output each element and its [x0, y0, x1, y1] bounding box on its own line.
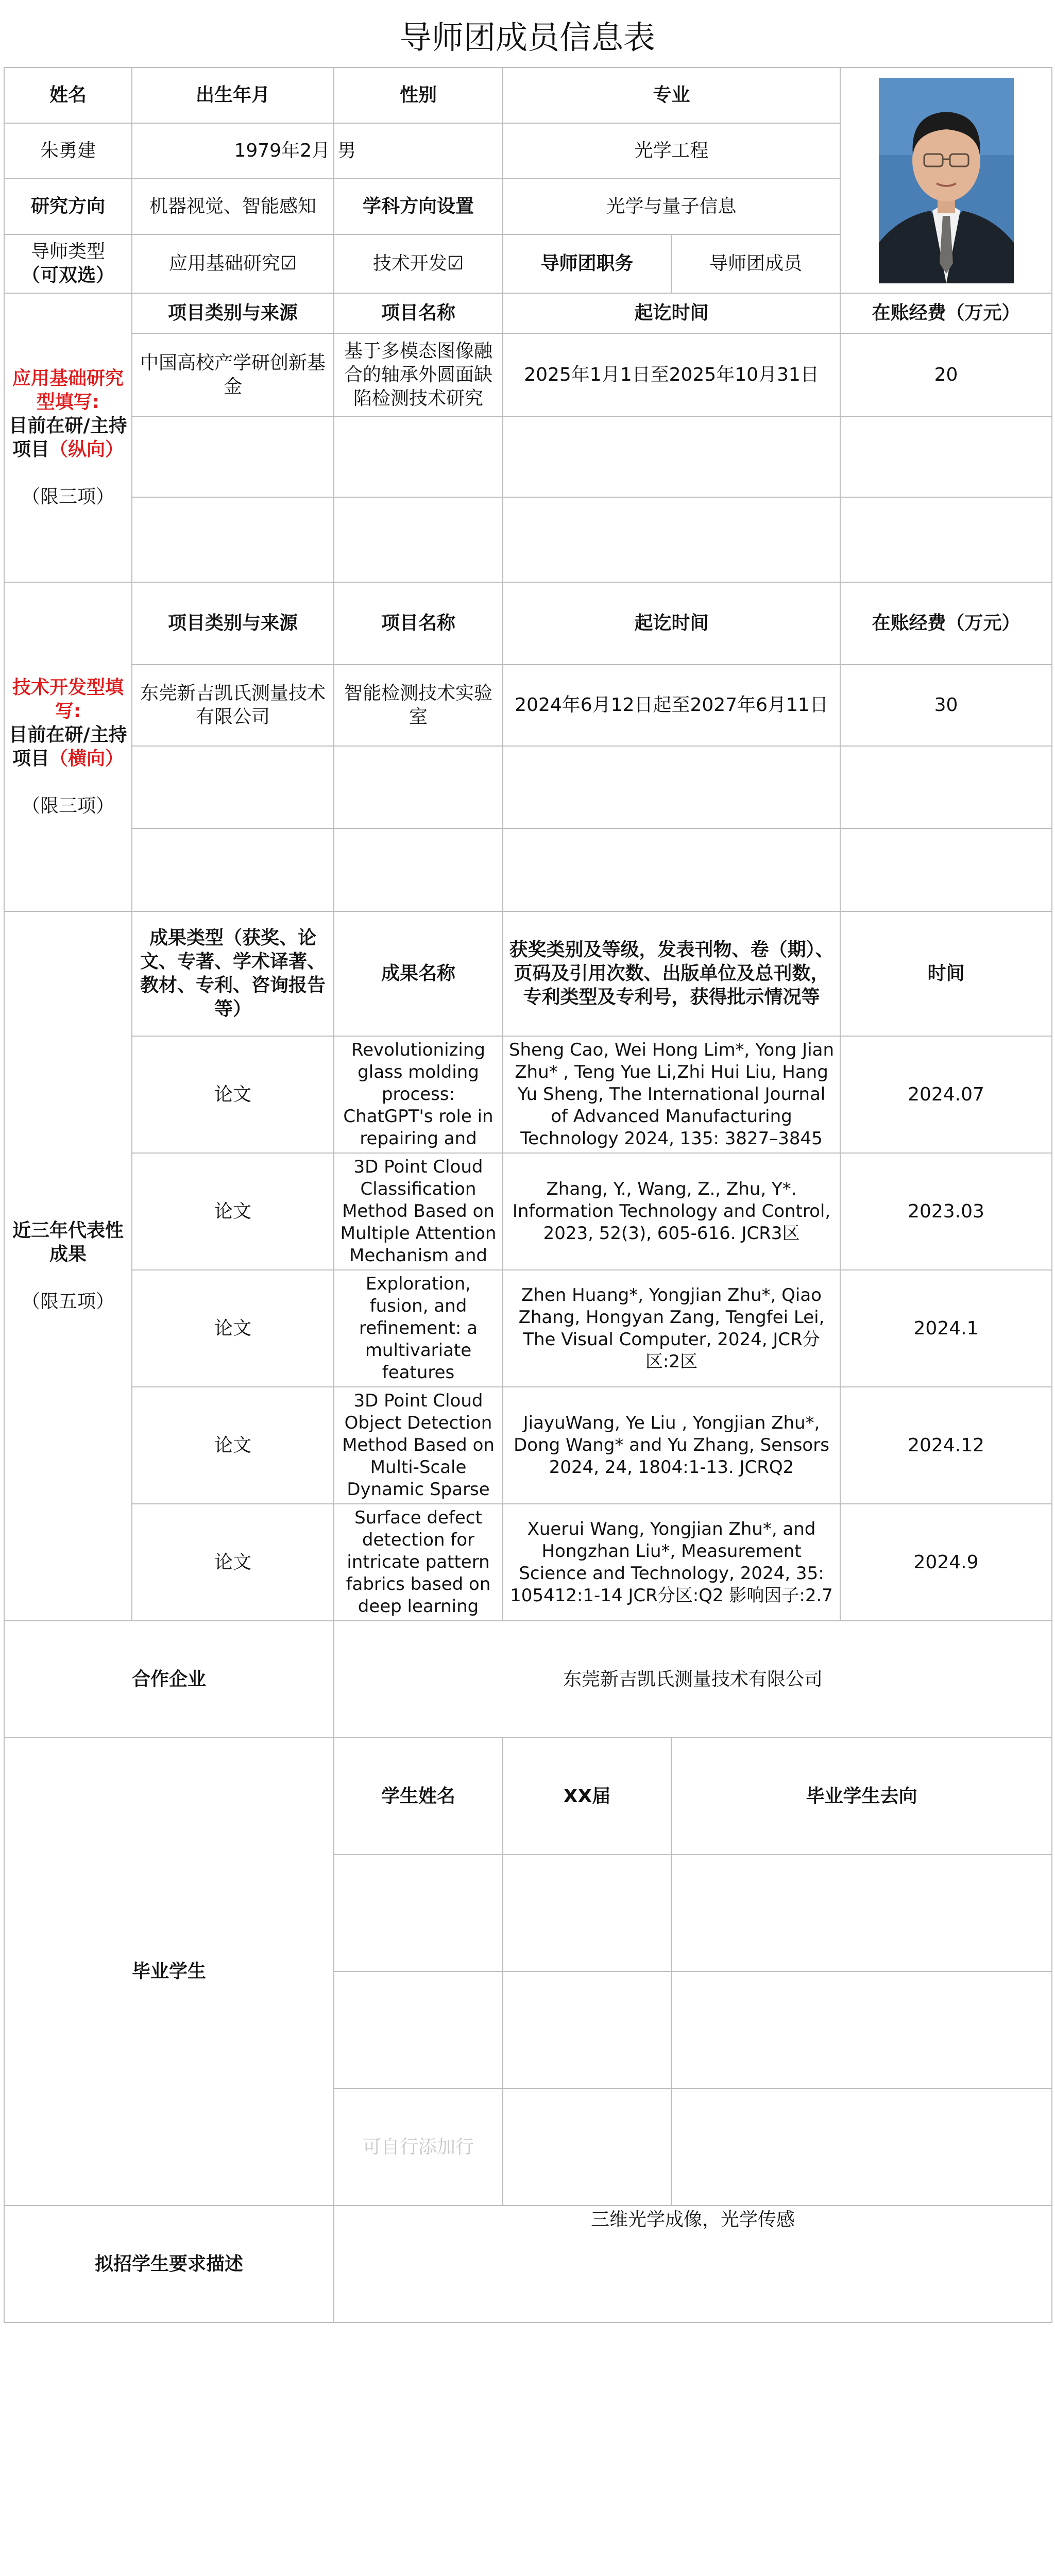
tech-label-paren: （横向） — [49, 748, 124, 769]
ach-name: Revolutionizing glass molding process: ChatGPT's role in repairing and — [343, 1040, 494, 1149]
ach-detail: Zhen Huang*, Yongjian Zhu*, Qiao Zhang, Hongyan Zang, Tengfei Lei, The Visual Computer, 2024, JCR分区:2区 — [518, 1284, 825, 1372]
achievements-label — [4, 911, 132, 1621]
discipline-value: 光学与量子信息 — [503, 179, 840, 234]
recruit-label: 拟招学生要求描述 — [4, 2206, 334, 2323]
research-label: 研究方向 — [4, 179, 132, 234]
ach-detail-cell — [503, 1153, 840, 1270]
ach-detail-cell — [503, 1036, 840, 1153]
major-header: 专业 — [503, 67, 840, 123]
ach-type: 论文 — [132, 1036, 334, 1153]
ach-type: 论文 — [132, 1270, 334, 1387]
ach-detail-cell — [503, 1270, 840, 1387]
recruit-row — [4, 2206, 1052, 2323]
ach-name: Surface defect detection for intricate pattern fabrics based on deep learning — [346, 1507, 491, 1617]
ach-name-cell — [334, 1504, 503, 1621]
ach-time: 2024.9 — [840, 1504, 1052, 1621]
graduates-label: 毕业学生 — [4, 1738, 334, 2206]
major-value: 光学工程 — [503, 123, 840, 179]
ach-time: 2024.07 — [840, 1036, 1052, 1153]
basic-row-period: 2025年1月1日至2025年10月31日 — [503, 333, 840, 416]
achievement-row — [4, 1387, 1052, 1504]
ach-h-type: 成果类型（获奖、论文、专著、学术译著、教材、专利、咨询报告等） — [132, 911, 334, 1036]
research-value: 机器视觉、智能感知 — [132, 179, 334, 234]
basic-projects-label — [4, 293, 132, 582]
grad-h-class: XX届 — [503, 1738, 671, 1855]
tech-limit: （限三项） — [21, 795, 114, 817]
basic-empty-row — [4, 416, 1052, 497]
tutor-type-opt2: 技术开发☑ — [334, 234, 503, 293]
achievements-header-row — [4, 911, 1052, 1036]
grad-h-name: 学生姓名 — [334, 1738, 503, 1855]
achievement-row — [4, 1504, 1052, 1621]
ach-h-name: 成果名称 — [334, 911, 503, 1036]
name-value: 朱勇建 — [4, 123, 132, 179]
ach-name: Exploration, fusion, and refinement: a multivariate features — [359, 1274, 478, 1383]
basic-limit: （限三项） — [21, 486, 114, 507]
tech-label-red: 技术开发型填写: — [12, 676, 124, 722]
ach-detail: Xuerui Wang, Yongjian Zhu*, and Hongzhan Liu*, Measurement Science and Technology, 2024, 35: 105412:1-14 JCR分区:Q2 影响因子:2.7 — [510, 1518, 833, 1606]
ach-time: 2024.1 — [840, 1270, 1052, 1387]
tech-empty-row — [4, 828, 1052, 911]
achievement-row — [4, 1153, 1052, 1270]
ach-name: 3D Point Cloud Object Detection Method Based on Multi-Scale Dynamic Sparse — [342, 1391, 495, 1500]
page-title: 导师团成员信息表 — [399, 19, 655, 56]
tech-projects-label — [4, 582, 132, 911]
basic-label-red: 应用基础研究型填写: — [12, 367, 124, 413]
discipline-label: 学科方向设置 — [334, 179, 503, 234]
birth-value: 1979年2月 — [132, 123, 334, 179]
ach-h-detail: 获奖类别及等级，发表刊物、卷（期）、页码及引用次数、出版单位及总刊数，专利类型及专利号，获得批示情况等 — [503, 911, 840, 1036]
recruit-value — [334, 2206, 1052, 2323]
portrait-photo — [879, 78, 1014, 283]
basic-row-name: 基于多模态图像融合的轴承外圆面缺陷检测技术研究 — [334, 333, 503, 416]
tech-h-name: 项目名称 — [334, 582, 503, 665]
graduates-header-row — [4, 1738, 1052, 1855]
achievements-limit: （限五项） — [21, 1291, 114, 1312]
ach-detail-cell — [503, 1387, 840, 1504]
header-row — [4, 67, 1052, 123]
achievements-label-text: 近三年代表性成果 — [12, 1219, 124, 1265]
basic-label-paren: （纵向） — [49, 438, 124, 460]
recruit-value-text: 三维光学成像，光学传感 — [591, 2209, 795, 2230]
partner-value: 东莞新吉凯氏测量技术有限公司 — [334, 1621, 1052, 1738]
ach-name-cell — [334, 1270, 503, 1387]
basic-h-name: 项目名称 — [334, 293, 503, 333]
gender-header: 性别 — [334, 67, 503, 123]
tutor-role-label: 导师团职务 — [503, 234, 671, 293]
basic-projects-header-row — [4, 293, 1052, 333]
tech-row-name: 智能检测技术实验室 — [334, 665, 503, 746]
partner-row — [4, 1621, 1052, 1738]
photo-cell — [840, 67, 1052, 293]
name-header: 姓名 — [4, 67, 132, 123]
ach-type: 论文 — [132, 1504, 334, 1621]
ach-detail: Zhang, Y., Wang, Z., Zhu, Y*. Information Technology and Control, 2023, 52(3), 605-616. JCR3区 — [512, 1179, 831, 1244]
partner-label: 合作企业 — [4, 1621, 334, 1738]
achievement-row — [4, 1036, 1052, 1153]
basic-empty-row — [4, 497, 1052, 582]
gender-value: 男 — [334, 123, 503, 179]
tutor-role-value: 导师团成员 — [671, 234, 840, 293]
ach-name-cell — [334, 1387, 503, 1504]
tech-h-source: 项目类别与来源 — [132, 582, 334, 665]
basic-h-period: 起讫时间 — [503, 293, 840, 333]
ach-detail: Sheng Cao, Wei Hong Lim*, Yong Jian Zhu* , Teng Yue Li,Zhi Hui Liu, Hang Yu Sheng, The International Journal of Advanced Manufacturing Technology 2024, 135: 3827–3845 — [508, 1040, 835, 1149]
tech-row-period: 2024年6月12日起至2027年6月11日 — [503, 665, 840, 746]
tech-project-row — [4, 665, 1052, 746]
tech-projects-header-row — [4, 582, 1052, 665]
ach-time: 2024.12 — [840, 1387, 1052, 1504]
ach-detail-cell — [503, 1504, 840, 1621]
tutor-type-label-text: 导师类型 — [30, 241, 105, 262]
tech-h-period: 起讫时间 — [503, 582, 840, 665]
tech-label-black: 目前在研/主持项目 — [9, 724, 127, 769]
tech-empty-row — [4, 746, 1052, 828]
info-table — [4, 67, 1052, 2323]
grad-h-dest: 毕业学生去向 — [671, 1738, 1052, 1855]
ach-type: 论文 — [132, 1153, 334, 1270]
basic-row-source: 中国高校产学研创新基金 — [132, 333, 334, 416]
basic-label-black: 目前在研/主持项目 — [9, 415, 127, 460]
achievement-row — [4, 1270, 1052, 1387]
add-row-hint[interactable]: 可自行添加行 — [334, 2089, 503, 2206]
tech-h-funds: 在账经费（万元） — [840, 582, 1052, 665]
ach-name: 3D Point Cloud Classification Method Based on Multiple Attention Mechanism and — [340, 1157, 497, 1266]
ach-h-time: 时间 — [840, 911, 1052, 1036]
ach-type: 论文 — [132, 1387, 334, 1504]
tutor-type-sub: （可双选） — [21, 265, 114, 286]
ach-detail: JiayuWang, Ye Liu , Yongjian Zhu*, Dong Wang* and Yu Zhang, Sensors 2024, 24, 1804:1-13. JCRQ2 — [514, 1413, 829, 1478]
ach-name-cell — [334, 1036, 503, 1153]
basic-h-funds: 在账经费（万元） — [840, 293, 1052, 333]
ach-name-cell — [334, 1153, 503, 1270]
basic-project-row — [4, 333, 1052, 416]
tutor-type-opt1: 应用基础研究☑ — [132, 234, 334, 293]
tutor-type-label — [4, 234, 132, 293]
tech-row-funds: 30 — [840, 665, 1052, 746]
tech-row-source: 东莞新吉凯氏测量技术有限公司 — [132, 665, 334, 746]
basic-row-funds: 20 — [840, 333, 1052, 416]
birth-header: 出生年月 — [132, 67, 334, 123]
basic-h-source: 项目类别与来源 — [132, 293, 334, 333]
ach-time: 2023.03 — [840, 1153, 1052, 1270]
